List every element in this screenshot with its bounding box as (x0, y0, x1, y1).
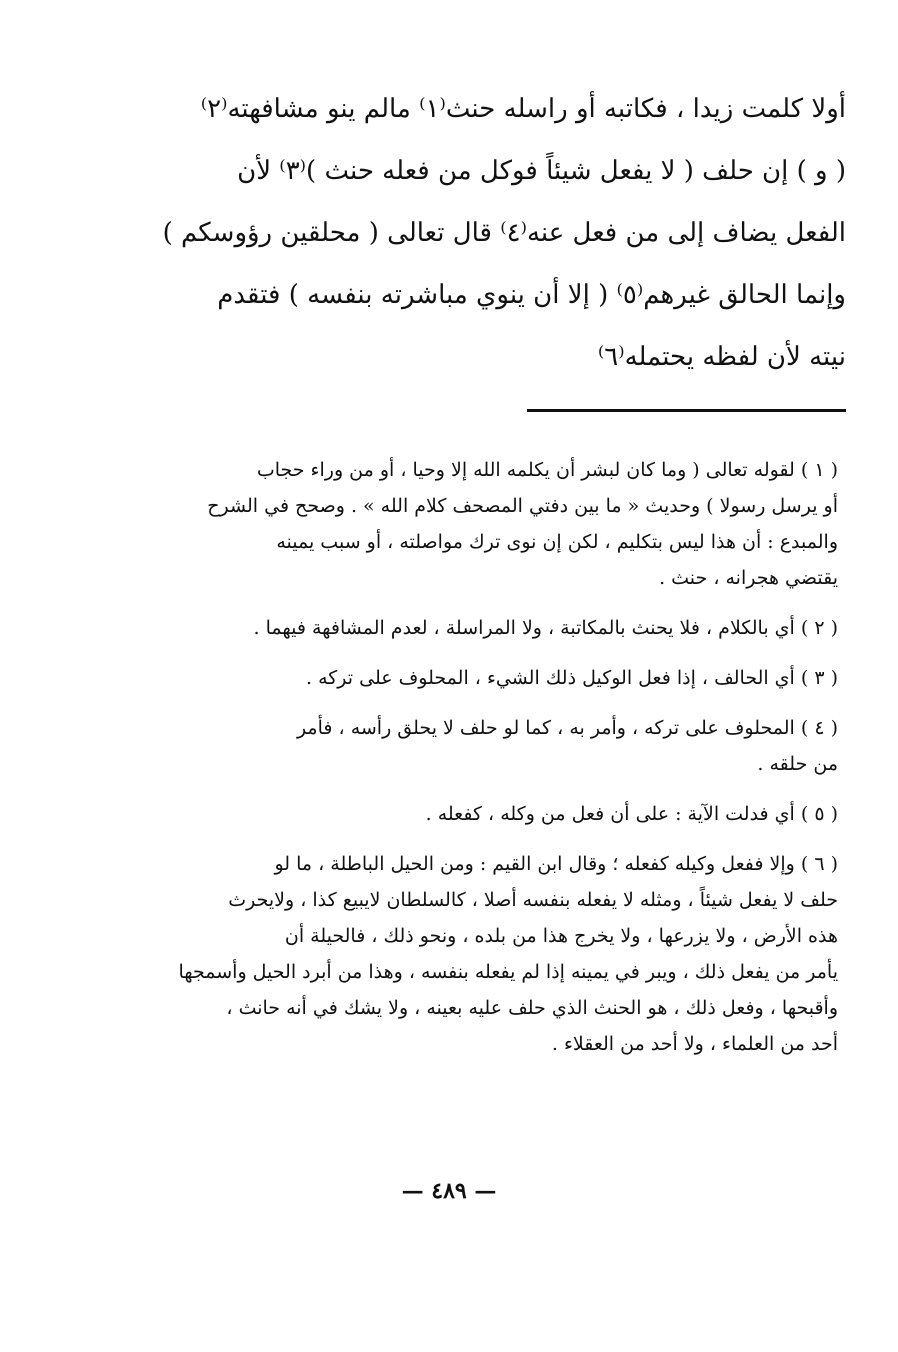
main-text-line: نيته لأن لفظه يحتمله⁽٦⁾ (597, 342, 846, 372)
main-text-line: الفعل يضاف إلى من فعل عنه⁽٤⁾ قال تعالى ( محلقين رؤوسكم ) (162, 218, 846, 248)
footnote-2 (100, 610, 838, 646)
footnote-6 (100, 846, 838, 1062)
main-text-line: وإنما الحالق غيرهم⁽٥⁾ ( إلا أن ينوي مباشرته بنفسه ) فتقدم (217, 280, 846, 310)
footnote-line: ( ١ ) لقوله تعالى ( وما كان لبشر أن يكلمه الله إلا وحيا ، أو من وراء حجاب (256, 459, 838, 481)
footnote-line: يقتضي هجرانه ، حنث . (659, 567, 838, 589)
footnote-line: أو يرسل رسولا ) وحديث « ما بين دفتي المصحف كلام الله » . وصحح في الشرح (207, 495, 838, 517)
footnote-line: يأمر من يفعل ذلك ، ويبر في يمينه إذا لم يفعله بنفسه ، وهذا من أبرد الحيل وأسمجها (178, 961, 838, 983)
main-text-block (98, 78, 846, 388)
footnote-line: والمبدع : أن هذا ليس بتكليم ، لكن إن نوى ترك مواصلته ، أو سبب يمينه (276, 531, 838, 553)
footnote-4 (100, 710, 838, 782)
footnote-line: حلف لا يفعل شيئاً ، ومثله لا يفعله بنفسه أصلا ، كالسلطان لايبيع كذا ، ولايحرث (228, 889, 838, 911)
footnote-line: وأقبحها ، وفعل ذلك ، هو الحنث الذي حلف عليه بعينه ، ولا يشك في أنه حانث ، (226, 997, 838, 1019)
footnote-1 (100, 452, 838, 596)
footnote-line: أحد من العلماء ، ولا أحد من العقلاء . (551, 1033, 838, 1055)
footnote-line: ( ٣ ) أي الحالف ، إذا فعل الوكيل ذلك الشيء ، المحلوف على تركه . (305, 667, 838, 689)
footnote-line: ( ٢ ) أي بالكلام ، فلا يحنث بالمكاتبة ، ولا المراسلة ، لعدم المشافهة فيهما . (253, 617, 838, 639)
main-text-line: ( و ) إن حلف ( لا يفعل شيئاً فوكل من فعله حنث )⁽٣⁾ لأن (237, 156, 846, 186)
footnote-line: ( ٦ ) وإلا ففعل وكيله كفعله ؛ وقال ابن القيم : ومن الحيل الباطلة ، ما لو (274, 853, 838, 875)
footnote-line: ( ٥ ) أي فدلت الآية : على أن فعل من وكله ، كفعله . (425, 803, 838, 825)
footnote-line: هذه الأرض ، ولا يزرعها ، ولا يخرج هذا من بلده ، ونحو ذلك ، فالحيلة أن (284, 925, 838, 947)
footnotes-block (100, 452, 838, 1076)
footnote-line: من حلقه . (757, 753, 838, 775)
page-number: — ٤٨٩ — (401, 1178, 497, 1204)
footnote-3 (100, 660, 838, 696)
footnote-line: ( ٤ ) المحلوف على تركه ، وأمر به ، كما لو حلف لا يحلق رأسه ، فأمر (296, 717, 838, 739)
footnote-separator (527, 409, 846, 412)
footnote-5 (100, 796, 838, 832)
main-text-line: أولا كلمت زيدا ، فكاتبه أو راسله حنث⁽١⁾ مالم ينو مشافهته⁽٢⁾ (200, 94, 846, 124)
